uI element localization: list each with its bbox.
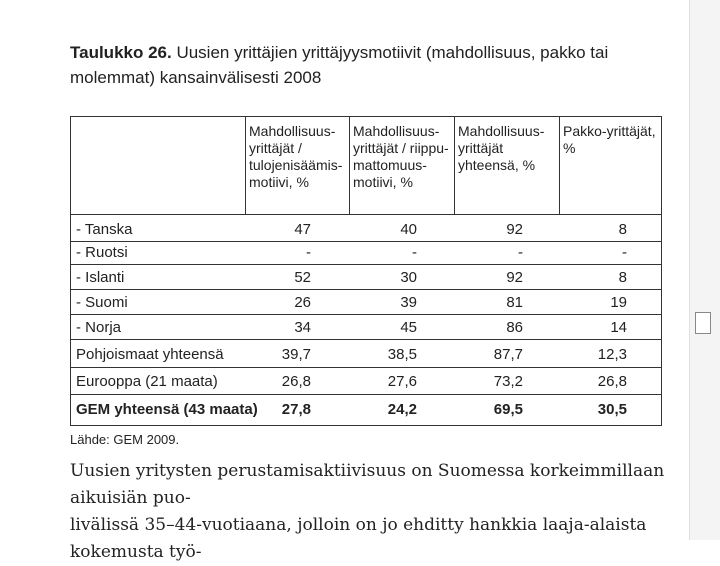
- column-header: Mahdollisuus-yrittäjät / tulojenisäämis-motiivi, %: [249, 123, 343, 190]
- table-caption: [70, 40, 670, 90]
- cell-value: 52: [294, 269, 311, 286]
- cell-value: 26: [294, 294, 311, 311]
- cell-value: 69,5: [493, 401, 523, 418]
- row-label: Pohjoismaat yhteensä: [76, 346, 224, 363]
- scrollbar[interactable]: [689, 0, 720, 540]
- body-line: Uusien yritysten perustamisaktiivisuus on Suomessa korkeimmillaan aikuisiän puo-: [70, 461, 665, 508]
- row-label: - Islanti: [76, 269, 125, 286]
- cell-value: 39: [400, 294, 417, 311]
- cell-value: 8: [618, 221, 627, 238]
- cell-value: 34: [294, 319, 311, 336]
- cell-value: -: [622, 244, 627, 261]
- cell-value: 8: [618, 269, 627, 286]
- cell-value: -: [518, 244, 523, 261]
- cell-value: 30: [400, 269, 417, 286]
- body-line: livälissä 35–44-vuotiaana, jolloin on jo ehditty hankkia laaja-alaista kokemusta työ-: [70, 515, 647, 562]
- cell-value: 73,2: [493, 373, 523, 390]
- column-header: Pakko-yrittäjät, %: [563, 123, 656, 156]
- table-title: Uusien yrittäjien yrittäjyysmotiivit (mahdollisuus, pakko tai molemmat) kansainvälisesti 2008: [70, 43, 609, 87]
- cell-value: 45: [400, 319, 417, 336]
- row-rule: [71, 264, 661, 265]
- cell-value: -: [412, 244, 417, 261]
- cell-value: 92: [506, 269, 523, 286]
- column-header: Mahdollisuus-yrittäjät yhteensä, %: [458, 123, 545, 173]
- table-row: [71, 344, 661, 366]
- header-divider: [454, 117, 455, 215]
- header-divider: [559, 117, 560, 215]
- row-label: - Ruotsi: [76, 244, 128, 261]
- cell-value: 24,2: [387, 401, 417, 418]
- table-row: [71, 267, 661, 289]
- cell-value: 19: [610, 294, 627, 311]
- row-label: Eurooppa (21 maata): [76, 373, 218, 390]
- cell-value: 47: [294, 221, 311, 238]
- cell-value: 26,8: [281, 373, 311, 390]
- cell-value: 14: [610, 319, 627, 336]
- table-row: [71, 219, 661, 241]
- cell-value: 86: [506, 319, 523, 336]
- table-row: [71, 371, 661, 393]
- row-rule: [71, 339, 661, 340]
- cell-value: 81: [506, 294, 523, 311]
- source-note: Lähde: GEM 2009.: [70, 432, 180, 447]
- cell-value: 40: [400, 221, 417, 238]
- row-rule: [71, 367, 661, 368]
- row-label: - Tanska: [76, 221, 133, 238]
- cell-value: 30,5: [597, 401, 627, 418]
- table-number: Taulukko 26.: [70, 43, 172, 62]
- cell-value: 12,3: [597, 346, 627, 363]
- table-row: [71, 292, 661, 314]
- column-header: Mahdollisuus-yrittäjät / riippu-mattomuus-motiivi, %: [353, 123, 449, 190]
- table-row: [71, 317, 661, 339]
- cell-value: 27,8: [281, 401, 311, 418]
- row-label: - Norja: [76, 319, 122, 336]
- cell-value: 39,7: [281, 346, 311, 363]
- table-row-total: [71, 399, 661, 421]
- body-paragraph: [70, 458, 682, 566]
- cell-value: 87,7: [493, 346, 523, 363]
- row-label: - Suomi: [76, 294, 128, 311]
- cell-value: 38,5: [387, 346, 417, 363]
- scroll-thumb[interactable]: [695, 312, 711, 334]
- row-rule: [71, 314, 661, 315]
- table-row: [71, 242, 661, 264]
- cell-value: -: [306, 244, 311, 261]
- row-rule: [71, 394, 661, 395]
- header-divider: [245, 117, 246, 215]
- data-table: [70, 116, 662, 426]
- row-rule: [71, 289, 661, 290]
- row-label: GEM yhteensä (43 maata): [76, 401, 258, 418]
- header-rule: [71, 214, 661, 215]
- cell-value: 27,6: [387, 373, 417, 390]
- cell-value: 26,8: [597, 373, 627, 390]
- cell-value: 92: [506, 221, 523, 238]
- header-divider: [349, 117, 350, 215]
